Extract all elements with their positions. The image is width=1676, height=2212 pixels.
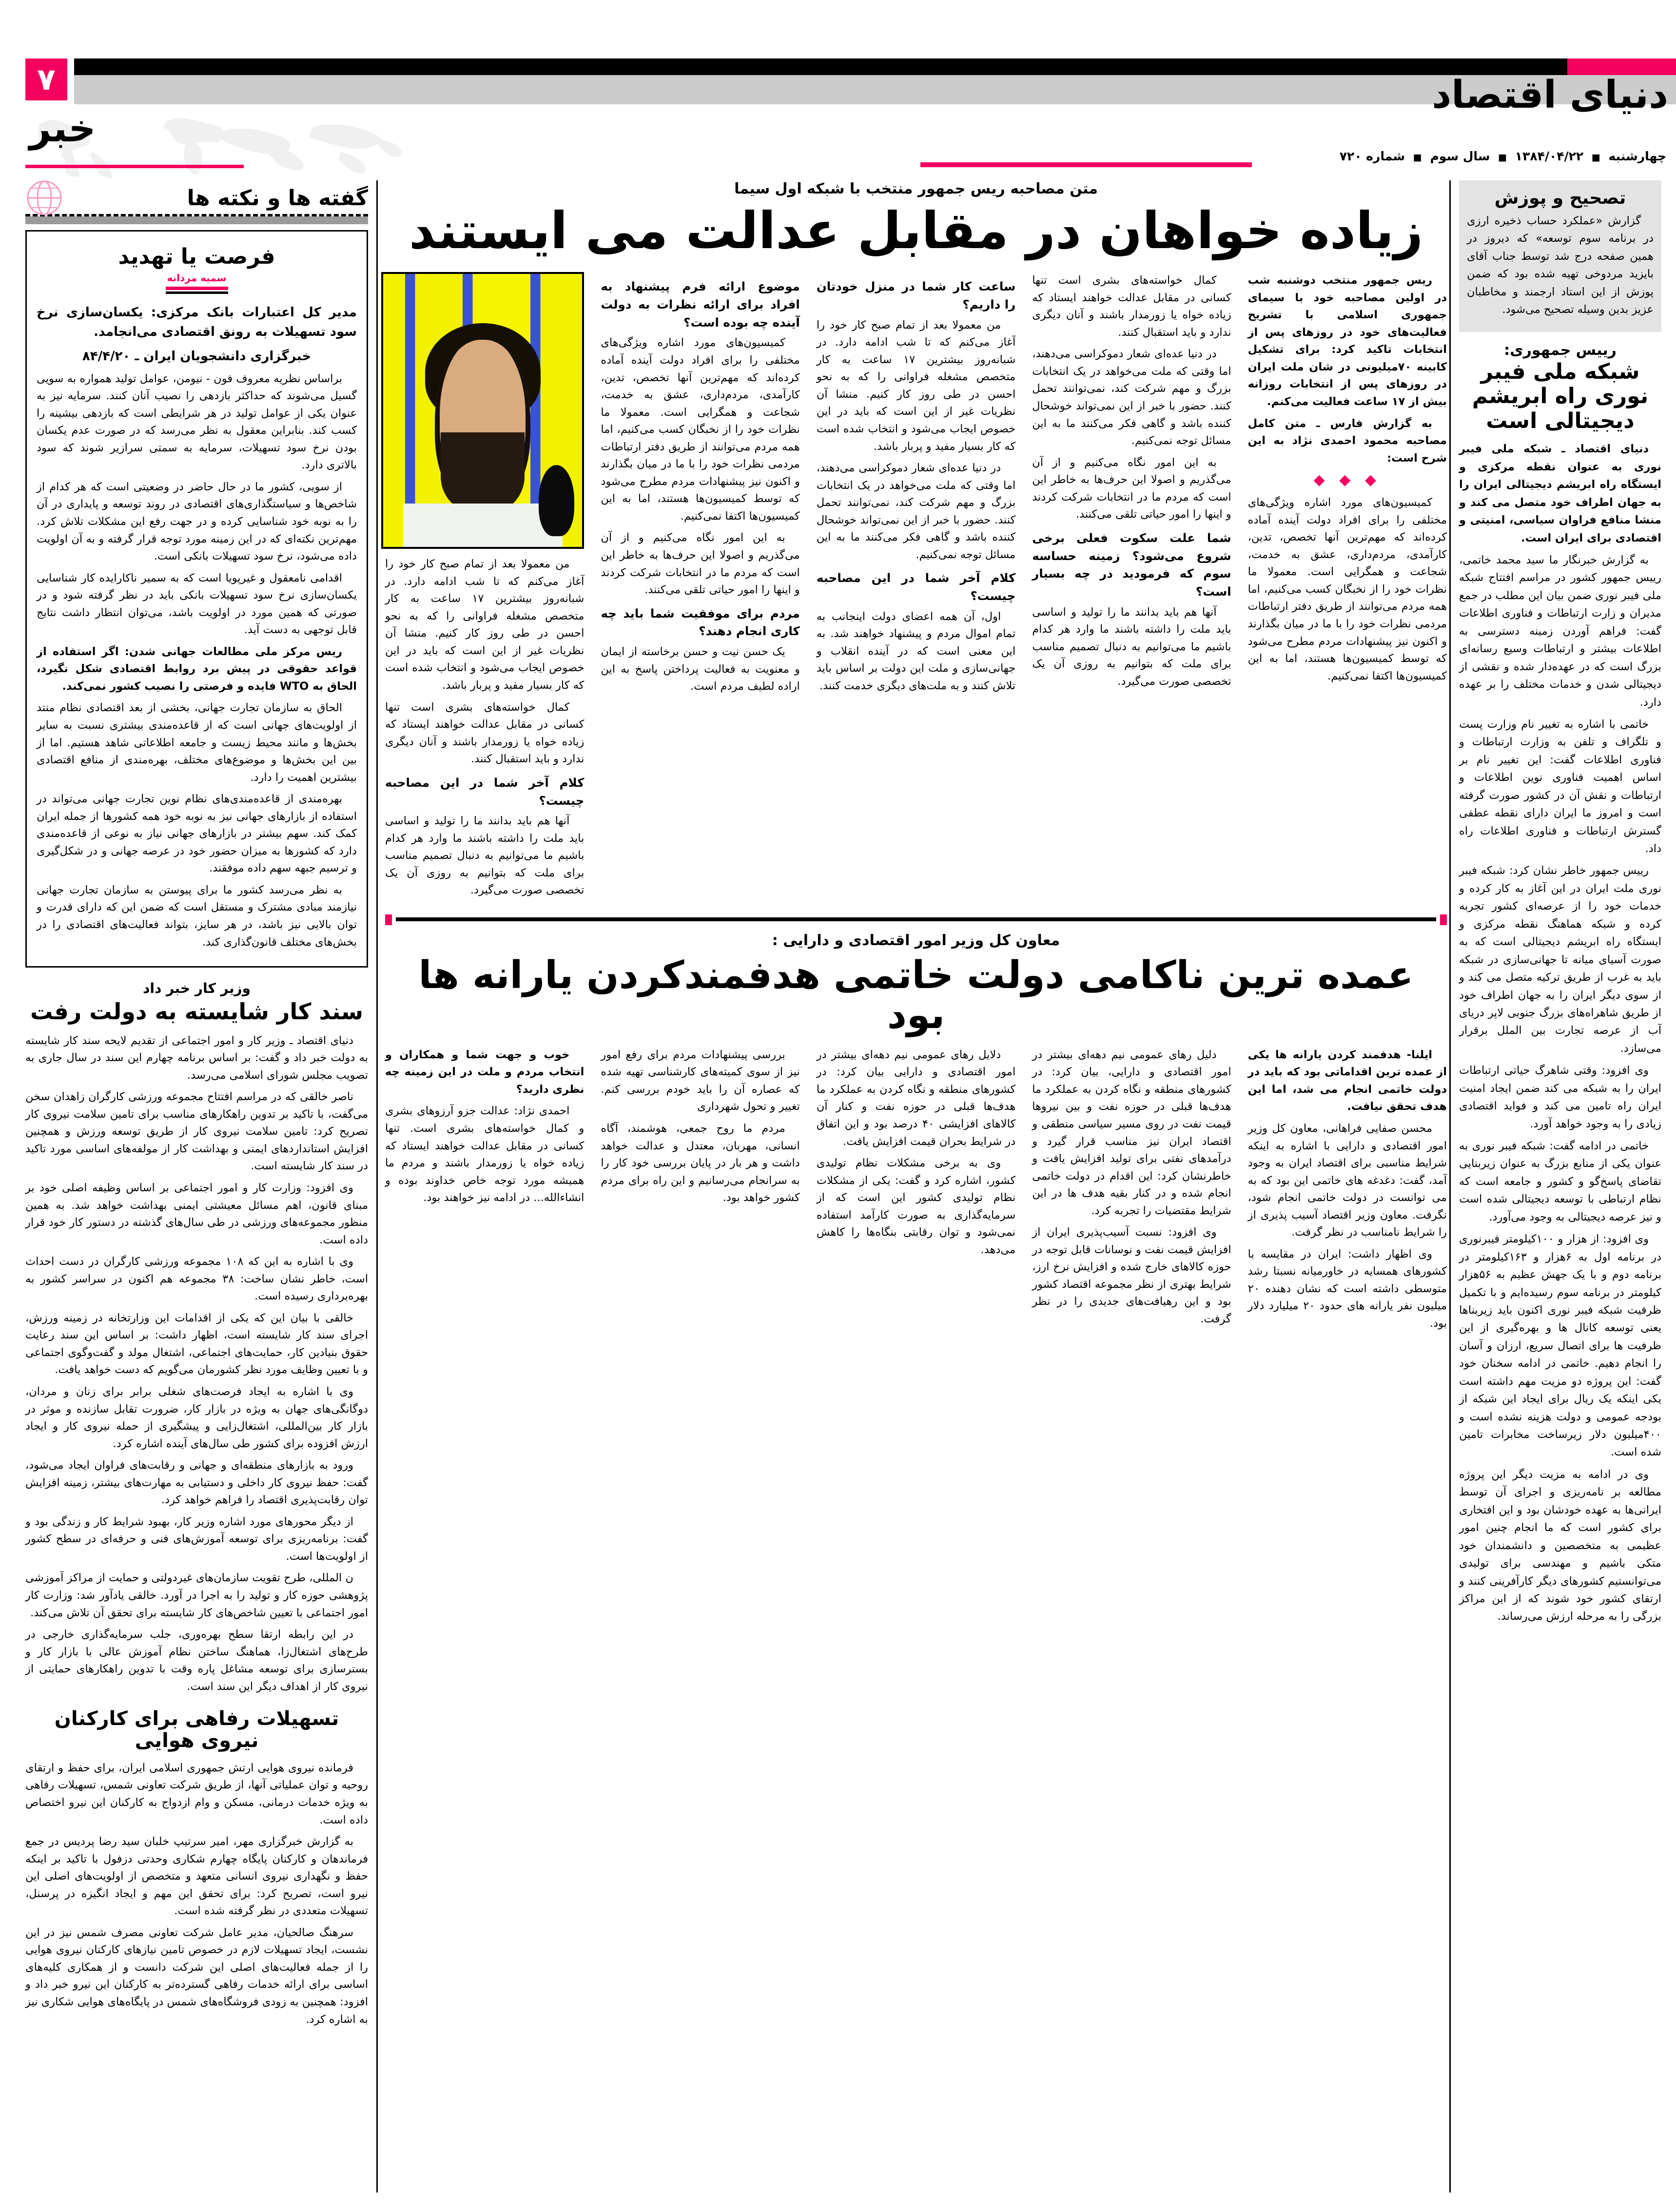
bottom-para: محسن صفایی فراهانی، معاون کل وزیر امور اقتصادی و دارایی با اشاره به اینکه شرایط مناسبی برای اقتصاد ایران به وجود آمد، گفت: دغدغه های خاتمی این بود که به می توانست در دولت خاتمی انجام شود، نگرفت. معاون وزیر اقتصاد آسیب پذیری از را شرایط نامناسب در نظر گرفت. [1247,1122,1447,1239]
minister-para: وی افزود: وزارت کار و امور اجتماعی بر اساس وظیفه اصلی خود بر مبنای قانون، اهم مسائل معیشتی ایمنی بهداشت خواهد شد. به همین منظور مجموعه‌های ورزشی در طی سال‌های گذشته در دستور کار خود قرار داده است. [25,1181,368,1246]
dateline-rule [920,162,1252,167]
main-answer: آنها هم باید بدانند ما را تولید و اساسی باید ملت را داشته باشند ما وارد هر کدام باشیم ما می‌توانیم به دنبال تصمیم مناسب برای ملت که بتوانیم به روزی آن یک تخصصی صورت می‌گیرد. [1032,605,1231,688]
main-question: موضوع ارائه فرم پیشنهاد به افراد برای ارائه نظرات به دولت آینده چه بوده است؟ [601,279,800,330]
column-divider-right [1449,180,1451,2193]
fiber-para: وی افزود: از هزار و ۱۰۰کیلومتر فیبرنوری در برنامه اول به ۶هزار و ۱۶۳کیلومتر در برنامه دوم و با یک جهش عظیم به ۵۶هزار کیلومتر در برنامه سوم رسیده‌ایم و با تکمیل ظرفیت شبکه فیبر نوری اکنون باید زیربناها یعنی توسعه کانال ها و بهره‌گیری از این ظرفیت ها برای اتصال سریع، ارزان و آسان را انجام دهیم. خاتمی در ادامه سخنان خود گفت: این پروژه دو مزیت مهم داشته است یکی اینکه یک ریال برای ایجاد این شبکه از بودجه عمومی و دولت هزینه نشده است و ۴۰۰میلیون دلار زیرساخت مخابرات تامین شده است. [1459,1233,1661,1459]
fiber-body [1459,440,1661,1625]
bottom-kicker: معاون کل وزیر امور اقتصادی و دارایی : [772,931,1060,949]
main-para: کمال خواسته‌های بشری است تنها کسانی در مقابل عدالت خواهند ایستاد که زیاده خواه یا زورمدار باشند و آنان دیگری ندارد و باید استقبال کنند. [385,700,585,766]
airforce-headline: تسهیلات رفاهی برای کارکنان نیروی هوایی [54,1708,339,1752]
main-para: در دنیا عده‌ای شعار دموکراسی می‌دهند، اما وقتی که ملت می‌خواهد در یک انتخابات بزرگ و مهم شرکت کند، نمی‌توانند تحمل کنند. حضور با خبر از این نمی‌تواند خوشحال کننده باشد و گاهی فکر می‌کنند ما به این مسائل توجه نمی‌کنیم. [1032,348,1231,447]
main-answer: کمیسیون‌های مورد اشاره ویژگی‌های مختلفی را برای افراد دولت آینده آماده کرده‌اند که مهم‌ترین آنها تخصص، تدین، کارآمدی، مردم‌داری، عشق به خدمت، شجاعت و همگرایی است. معمولا ما نظرات خود را از نخبگان کسب می‌کنیم، اما همه مردم می‌توانند از طریق دفتر ارتباطات مردمی نظرات خود را با ما در میان بگذارند و اکنون نیز پیشنهادات مردم مطرح می‌شود که توسط کمیسیون‌ها هستند، اما به این کمیسیون‌ها اکتفا نمی‌کنیم. [601,336,800,523]
column-divider-left [376,180,378,2193]
bottom-para: دلایل رهای عمومی نیم دهه‌ای بیشتر در امور اقتصادی و دارایی بیان کرد: در کشورهای منطقه و نگاه کردن به عملکرد ما هدف‌ها قبلی در حوزه نفت و کنار آن کالا‌های افزایشی ۴۰ درصد بود و این اتفاق در شرایط بحران قیمت افزایش یافت. [816,1048,1016,1148]
main-article [385,180,1447,2193]
main-question: کلام آخر شما در این مصاحبه چیست؟ [385,775,585,808]
dateline [1340,149,1666,163]
dateline-sep-2: ■ [1498,152,1507,163]
main-headline: زیاده خواهان در مقابل عدالت می ایستند [409,201,1423,260]
bottom-para: بررسی پیشنهادات مردم برای رفع امور نیز از سوی کمیته‌های کارشناسی تهیه شده که عصاره آن را باید خودم بررسی کنم. تغییر و تحول شهرداری [601,1048,800,1113]
bottom-col-4 [601,1047,799,1337]
minister-para: ورود به بازارهای منطقه‌ای و جهانی و رقابت‌های فراوان ایجاد می‌شود، گفت: حفظ نیروی کار داخلی و دستیابی به مهارت‌های بیشتر، زمینه افزایش توان رقابت‌پذیری اقتصاد را فراهم خواهد کرد. [25,1459,368,1507]
dateline-sep-3: ■ [1413,152,1422,163]
bottom-col-3 [817,1047,1015,1337]
opinion-para: الحاق به سازمان تجارت جهانی، بخشی از بعد اقتصادی نظام منتد از اولویت‌های جهانی است که از قاعده‌مندی بیشتری نسبت به سایر بخش‌ها و مانند محیط زیست و جامعه اطلاعاتی شاهد هستیم. اما از بین این بخش‌ها و موضوع‌های مختلف، بهره‌مندی از منافع اقتصادی بیشترین اهمیت را دارد. [37,701,357,784]
fiber-para: خاتمی با اشاره به تغییر نام وزارت پست و تلگراف و تلفن به وزارت ارتباطات و فناوری اطلاعات گفت: این تغییر نام بر اساس اهمیت فناوری نوین اطلاعات و ارتباطات و نقش آن در کشور صورت گرفته است و امروز ما ایران دارای نقطه عطفی گسترش ارتباطات و فناوری اطلاعات راه داد. [1459,718,1661,855]
main-para: در دنیا عده‌ای شعار دموکراسی می‌دهند، اما وقتی که ملت می‌خواهد در یک انتخابات بزرگ و مهم شرکت کند، نمی‌توانند تحمل کنند. حضور با خبر از این نمی‌تواند خوشحال کننده باشد و گاهی فکر می‌کنند ما به این مسائل توجه نمی‌کنیم. [816,462,1016,561]
fiber-kicker: رییس جمهوری: [1504,341,1617,359]
bottom-col-5 [385,1047,584,1337]
bottom-section-rule [385,914,1447,923]
dateline-issue: شماره ۷۲۰ [1339,149,1405,163]
left-column [25,188,368,2193]
left-section-heading [25,188,368,209]
main-para: به این امور نگاه می‌کنیم و از آن می‌گذریم و اصولا این حرف‌ها به خاطر این است که مردم ما در انتخابات شرکت کردند و اینها را امور حیاتی تلقی می‌کنند. [1032,456,1231,521]
fiber-headline: شبکه ملی فیبر نوری راه ابریشم دیجیتالی است [1472,359,1649,433]
correction-title: تصحیح و پوزش [1494,188,1626,208]
globe-icon [25,179,63,217]
main-answer: من معمولا بعد از تمام صبح کار خود را آغاز می‌کنم که تا شب ادامه دارد. در شبانه‌روز بیشترین ۱۷ ساعت به کار متخصص مشغله فراوانی را که به نحو احسن در طی روز کار کنیم. منشا آن نظریات غیر از این است که باید در این خصوص ایجاب می‌شود و انتخاب شده است که کار بسیار مفید و پربار باشد. [816,318,1016,453]
main-lead: ریس جمهور منتخب دوشنبه شب در اولین مصاحبه خود با سیمای جمهوری اسلامی با تشریح فعالیت‌های خود در روزهای پس از انتخابات تاکید کرد: برای تشکیل کابینه ۷۰میلیونی در شان ملت ایران در روزهای پس از انتخابات روزانه بیش از ۱۷ ساعت فعالیت می‌کنم. [1247,274,1447,408]
main-para: کمیسیون‌های مورد اشاره ویژگی‌های مختلفی را برای افراد دولت آینده آماده کرده‌اند که مهم‌ترین آنها تخصص، تدین، کارآمدی، مردم‌داری، عشق به خدمت، شجاعت و همگرایی است. معمولا ما نظرات خود را از نخبگان کسب می‌کنیم، اما همه مردم می‌توانند از طریق دفتر ارتباطات مردمی نظرات خود را با ما در میان بگذارند و اکنون نیز پیشنهادات مردم مطرح می‌شود که توسط کمیسیون‌ها هستند، اما به این کمیسیون‌ها اکتفا نمی‌کنیم. [1247,496,1447,682]
opinion-body [37,370,357,951]
byline-rules [166,287,228,294]
dateline-year: سال سوم [1430,149,1490,163]
photo-microphone [539,465,575,536]
minister-body [25,1032,368,1696]
main-para: من معمولا بعد از تمام صبح کار خود را آغاز می‌کنم که تا شب ادامه دارد. در شبانه‌روز بیشترین ۱۷ ساعت به کار متخصص مشغله فراوانی را که به نحو احسن در طی روز کار کنیم. منشا آن نظریات غیر از این است که باید در این خصوص ایجاب می‌شود و انتخاب شده است که کار بسیار مفید و پربار باشد. [385,558,585,692]
opinion-para: بهره‌مندی از قاعده‌مندی‌های نظام نوین تجارت جهانی می‌تواند در استفاده از بازارهای جهانی نیز به نوبه خود همه کشورها از جمله ایران کمک کند. سهم بیشتر در بازارهای جهانی نیاز به نوعی از قاعده‌مندی دارد که کشورها به میزان حضور خود در عرصه جهانی و در شکل‌گیری و ترسیم جبهه سهم داده موفقند. [37,793,357,875]
fiber-para: به گزارش خبرنگار ما سید محمد خاتمی، رییس جمهور کشور در مراسم افتتاح شبکه ملی فیبر نوری ضمن بیان این مطلب در جمع مدیران و زارت ارتباطات و فناوری اطلاعات گفت: فراهم آوردن زمینه دسترسی به اطلاعات بیشتر و ارتباطات وسیع رسانه‌ای بزرگ است که در عهده‌دار شده و نقشی از دیجیتالی شدن و خدمات مختلف را بر عهده دارد. [1459,554,1661,709]
fiber-para: رییس جمهور خاطر نشان کرد: شبکه فیبر نوری ملت ایران در این آغاز به کار کرده و خدمات خود را از عرصه‌ای کشور تجربه کرده و شبکه هماهنگ نقطه مرکزی و ایستگاه راه ابریشم دیجیتالی است که به صورت آسیای میانه تا جهانی‌سازی در شبکه باید به غرب از طریق ترکیه متصل می کند و از سوی دیگر ایران را به جهان اطراف خود از طریق شاهراه‌های بزرگ جنوبی لاپر دریای آب از عرصه تجارت بین الملل برقرار می‌سازد. [1459,864,1661,1055]
opinion-source: خبرگزاری دانشجویان ایران ـ ۸۴/۴/۲۰ [82,349,312,364]
bottom-para: مردم ما روح جمعی، هوشمند، آگاه انسانی، مهربان، معتدل و عدالت خواهد داشت و هر بار در پایان بررسی خود کار را به سرانجام می‌رسانیم و این راه برای مردم کشور خواهد بود. [601,1122,800,1204]
masthead [0,58,1676,163]
fiber-para: وی افزود: وقتی شاهرگ حیاتی ارتباطات ایران را به شبکه می کند ضمن ایجاد امنیت ایران راه تامین می کند و فواید اقتصادی زیادی را به وجود خواهد آورد. [1459,1064,1661,1130]
dateline-sep-1: ■ [1591,152,1600,163]
airforce-body [25,1760,368,2028]
dateline-date: ۱۳۸۴/۰۴/۲۲ [1515,149,1584,163]
minister-kicker: وزیر کار خبر داد [143,980,251,997]
bottom-para: وی اظهار داشت: ایران در مقایسه با کشورهای همسایه در خاورمیانه نسبتا رشد متوسطی داشته است که نشان دهنده ۲۰ میلیون نفر یارانه های حدود ۲۰ میلیارد دلار بود. [1247,1247,1447,1330]
opinion-para: براساس نظریه معروف فون - نیومن، عوامل تولید همواره به سویی گسیل می‌شوند که حداکثر بازدهی را نصیب آنان کنند. سرمایه نیز به عنوان یکی از عوامل تولید در هر شرایطی است که بازدهی بیشینه را کسب کند. بنابراین معقول به نظر می‌رسد که در صورت عدم یکسان بودن نرخ سود تسهیلات، سرمایه به سمتی سرازیر شوند که سود بالاتری دارد. [37,372,357,472]
opinion-byline: سمیه مردانه [167,272,227,284]
main-para: به این امور نگاه می‌کنیم و از آن می‌گذریم و اصولا این حرف‌ها به خاطر این است که مردم ما در انتخابات شرکت کردند و اینها را امور حیاتی تلقی می‌کنند. [601,531,800,597]
airforce-para: به گزارش خبرگزاری مهر، امیر سرتیپ خلبان سید رضا پردیس در جمع فرماندهان و کارکنان پایگاه چهارم شکاری وحدتی دزفول با تاکید بر اینکه حفظ و نگهداری نیروی انسانی متعهد و متخصص از اولویت‌های اصلی این نیرو است، تصریح کرد: برای تحقق این مهم و ایجاد انگیزه در پرسنل، تسهیلات متعددی در نظر گرفته شده است. [25,1835,368,1918]
rule-cap-right [1440,914,1447,925]
minister-para: از دیگر محورهای مورد اشاره وزیر کار، بهبود شرایط کار و زندگی بود و گفت: برنامه‌ریزی برای توسعه آموزش‌های فنی و حرفه‌ای در سطح کشور از اولویت‌ها است. [25,1515,368,1563]
opinion-quote: مدیر کل اعتبارات بانک مرکزی: یکسان‌سازی نرخ سود تسهیلات به رونق اقتصادی می‌انجامد. [37,305,357,340]
fiber-para: دنیای اقتصاد ـ شبکه ملی فیبر نوری به عنوان نقطه مرکزی و ایستگاه راه ابریشم دیجیتالی ایران را به جهان اطراف خود متصل می کند و منشا منافع فراوان سیاسی، امنیتی و اقتصادی برای ایران است. [1459,443,1661,544]
page-number-badge: ۷ [25,58,67,100]
main-col-4 [601,272,799,904]
airforce-para: سرهنگ صالحیان، مدیر عامل شرکت تعاونی مصرف شمس نیز در این نشست، ایجاد تسهیلات لازم در خصوص تامین نیازهای کارکنان نیروی هوایی را از جمله فعالیت‌های اصلی این شرکت دانست و از همکاری کلیه‌های اساسی برای ارائه خدمات رفاهی گسترده‌تر به کارکنان این نیرو خبر داد و افزود: همچنین به زودی فروشگاه‌های شمس در پایگاه‌های هوایی شکاری نیز به اشاره کرد. [25,1926,368,2026]
opinion-quote-2: ریس مرکز ملی مطالعات جهانی شدن: اگر استفاده از قواعد حقوقی در پیش برد روابط اقتصادی شکل نگیرد، الحاق به WTO فایده و فرصتی را نصیب کشور نمی‌کند. [37,645,357,693]
main-col-5 [385,272,584,904]
main-question: ساعت کار شما در منزل خودتان را داریم؟ [816,279,1016,311]
newspaper-logo: دنیای اقتصاد [1432,73,1668,117]
main-answer: اول، آن همه اعضای دولت اینجانب به تمام اموال مردم و پیشنهاد خواهند شد. به این معنی است که در آینده انقلاب و جهانی‌سازی و ملت این دولت بر اساس باید تلاش کنند و به ملت‌های دیگری خدمت کنند. [816,610,1016,693]
minister-para: وی با اشاره به ایجاد فرصت‌های شغلی برابر برای زنان و مردان، دوگانگی‌های جهان به ویژه در بازار کار، ضرورت تقابل سازنده و موثر در بازار کار بین‌المللی، اشتغال‌زایی و پیشگیری از حمله نیروی کار و ایجاد ارزش افزوده برای کشور طی سال‌های آینده اشاره کرد. [25,1385,368,1450]
bottom-headline: عمده ترین ناکامی دولت خاتمی هدفمندکردن یارانه ها بود [418,953,1414,1037]
main-col-3 [817,272,1015,904]
minister-para: وی با اشاره به این که ۱۰۸ مجموعه ورزشی کارگران در دست احداث است، خاطر نشان ساخت: ۳۸ مجموعه هم اکنون در سراسر کشور به بهره‌برداری رسیده است. [25,1255,368,1303]
main-answer: یک حسن نیت و حسن برخاسته از ایمان و معنویت به فعالیت پرداختن پاسخ به این اراده لطیف مردم است. [601,645,800,693]
masthead-pink-bar [1567,58,1676,75]
correction-body: گزارش «عملکرد حساب ذخیره ارزی در برنامه سوم توسعه» که دیروز در همین صفحه درج شد توسط جناب آقای بایزید مردوخی تهیه شده بود که ضمن پوزش از این استاد ارجمند و مخاطبان عزیز بدین وسیله تصحیح می‌شود. [1467,214,1654,316]
main-question: شما علت سکوت فعلی برخی شروع می‌شود؟ زمینه حساسه سوم که فرمودید در چه بسیار است؟ [1032,530,1231,599]
bottom-col-2 [1032,1047,1231,1337]
minister-para: در این رابطه ارتقا سطح بهره‌وری، جلب سرمایه‌گذاری خارجی در طرح‌های اشتغال‌زا، هماهنگ ساختن نظام آموزش عالی با بازار کار و بستر‌سازی برای توسعه مشاغل پاره وقت با تدوین راهکارهای حمایتی از نیروی کار از اهداف دیگر این سند است. [25,1628,368,1693]
minister-para: ناصر خالقی که در مراسم افتتاح مجموعه ورزشی کارگران زاهدان سخن می‌گفت، با تاکید بر تدوین راهکارهای مناسب برای تامین سلامت نیروی کار تصریح کرد: تامین سلامت نیروی کار از طریق توسعه ورزش و همچنین افزایش استانداردهای ایمنی و بهداشت کار از مولفه‌های اساسی مورد تاکید در سند کار شایسته است. [25,1090,368,1173]
bottom-para: وی به برخی مشکلات نظام تولیدی کشور، اشاره کرد و گفت: یکی از مشکلات نظام تولیدی کشور این است که از سرمایه‌گذاری به صورت کارآمد استفاده نمی‌شود و توان رقابتی بنگاه‌ها را کاهش می‌دهد. [816,1157,1016,1256]
minister-para: ن المللی، طرح تقویت سازمان‌های غیردولتی و حمایت از مراکز آموزشی پژوهشی حوزه کار و تولید را به اجرا در آورد. خالقی یادآور شد: وزارت کار امور اجتماعی با تعیین شاخص‌های کار شایسته برای تحقق آن تلاش می‌کند. [25,1572,368,1619]
rule-bar [396,917,1436,921]
president-photo [381,272,584,549]
main-article-columns [385,272,1447,904]
fiber-para: خاتمی در ادامه گفت: شبکه فیبر نوری به عنوان یکی از منابع بزرگ به عنوان زیربنایی تقاضای پاسخ‌گو و کشور و جامعه است که نظام ارتباطی با توسعه دیجیتالی شده است و نیز عرصه دیجیتالی به وجود می‌آورد. [1459,1140,1661,1223]
opinion-para: اقدامی نامعقول و غیرپویا است که به سمیر ناکارایده کار شناسایی یکسان‌سازی نرخ سود تسهیلات بانکی باید در نظر گرفته شود و در صورتی که همین مورد در اولویت باشد، می‌توان انتظار داشت نتایج قابل توجهی به دست آید. [37,571,357,637]
bottom-article-columns [385,1047,1447,1337]
diamond-separator: ◆ ◆ ◆ [1313,471,1381,489]
main-col-1 [1248,272,1447,904]
fiber-para: وی در ادامه به مزیت دیگر این پروژه مطالعه بر نامه‌ریزی و اجرای آن توسط ایرانی‌ها به عهده خودشان بود و این افتخاری برای کشور است که ما انجام چنین امور عظیمی به متخصصین و دانشمندان خود متکی باشیم و مهندسی برای تولیدی می‌توانستیم کشورهای دیگر کارآفرینی کنند و ارتقای کشور خود شوند که از این مراکز بزرگی را به مرحله ارزش می‌رساند. [1459,1468,1661,1623]
minister-headline: سند کار شایسته به دولت رفت [30,998,364,1025]
right-column [1459,180,1661,2193]
main-question: مردم برای موفقیت شما باید چه کاری انجام دهند؟ [601,606,800,639]
main-lead-2: به گزارش فارس ـ متن کامل مصاحبه محمود احمدی نژاد به این شرح است: [1247,417,1447,465]
correction-box [1459,180,1661,332]
bottom-para: خوب و جهت شما و همکاران و انتخاب مردم و ملت در این زمینه چه نظری دارید؟ [385,1048,585,1096]
dateline-weekday: چهارشنبه [1608,149,1666,163]
left-section-heading-label: گفته ها و نکته ها [187,186,368,211]
opinion-para: به نظر می‌رسد کشور ما برای پیوستن به سازمان تجارت جهانی نیازمند مبادی مشترک و مستقل است که ضمن این که دارای قدرت و توان بالایی نیز باشد، در هر سایز، بتواند فعالیت‌های اقتصادی را در بخش‌های مختلف قانون‌گذاری کند. [37,883,357,949]
bottom-para: دلیل رهای عمومی نیم دهه‌ای بیشتر در امور اقتصادی و دارایی، بیان کرد: در کشورهای منطقه و نگاه کردن به عملکرد ما هدف‌ها قبلی در حوزه نفت و بین نیروها قیمت نفت در روی مسیر سیاسی منطقی و اقتصاد ایران نیز مناسب قرار گیرد و درآمدهای نفتی برای تولید افزایش یافت و خاطرنشان کرد: این اقدام در دولت خاتمی انجام شده و در کنار بقیه هدف ها در این شرایط مقتضیات را تجربه کرد. [1032,1048,1231,1217]
masthead-black-bar [74,58,1567,75]
main-col-2 [1032,272,1231,904]
section-rule [25,165,244,168]
main-question: کلام آخر شما در این مصاحبه چیست؟ [816,571,1016,603]
main-para: کمال خواسته‌های بشری است تنها کسانی در مقابل عدالت خواهند ایستاد که زیاده خواه یا زورمدار باشند و آنان دیگری ندارد و باید استقبال کنند. [1032,274,1231,339]
opinion-para: از سویی، کشور ما در حال حاضر در وضعیتی است که هر کدام از شاخص‌ها و سیاستگذاری‌های اقتصادی در روند توسعه و پایداری در آن را به نوبه خود شناسایی کرده و در جهت رفع این مشکلات تلاش کرد. مهم‌ترین نکته‌ای که در این زمینه مورد توجه قرار گرفته و به آن اولویت داده می‌شود، نرخ سود تسهیلات بانکی است. [37,480,357,563]
minister-para: خالقی با بیان این که یکی از اقدامات این وزارتخانه در زمینه ورزش، اجرای سند کار شایسته است، اظهار داشت: بر اساس این سند رعایت حقوق بنیادین کار، حمایت‌های اجتماعی، اشتغال مولد و گفت‌وگوی اجتماعی و با تعیین وظایف مورد نظر کشورمان می‌گویم که دست خواهد یافت. [25,1311,368,1377]
photo-beard [441,432,525,514]
opinion-box [25,230,368,968]
bottom-para: ایلنا- هدفمند کردن یارانه ها یکی از عمده ترین اقداماتی بود که باید در دولت خاتمی انجام می شد، اما این هدف تحقق نیافت. [1247,1048,1447,1113]
section-title: خبر [29,107,96,151]
main-answer: آنها هم باید بدانند ما را تولید و اساسی باید ملت را داشته باشند ما وارد هر کدام باشیم ما می‌توانیم به دنبال تصمیم مناسب برای ملت که بتوانیم به روزی آن یک تخصصی صورت می‌گیرد. [385,815,585,897]
bottom-col-1 [1248,1047,1447,1337]
rule-cap-left [385,914,392,925]
bottom-para: احمدی نژاد: عدالت جزو آرزوهای بشری و کمال خواسته‌های بشری است. تنها کسانی در مقابل عدالت خواهند ایستاد که زیاده خواه یا زورمدار باشند و مردم ما همیشه مورد توجه خاص خداوند بوده و انشاءالله... در ادامه نیز خواهند بود. [385,1105,585,1204]
bottom-para: وی افزود: نسبت آسیب‌پذیری ایران از افزایش قیمت نفت و نوسانات قابل توجه در حوزه کالاهای خارج شده و افزایش نرخ ارز، شرایط بهتری از نظر مجموعه اقتصاد کشور بود و این رهیافت‌های جدیدی را در نظر گرفت. [1032,1226,1231,1325]
minister-para: دنیای اقتصاد ـ وزیر کار و امور اجتماعی از تقدیم لایحه سند کار شایسته به دولت خبر داد و گفت: بر اساس برنامه چهارم این سند در سال جاری به تصویب مجلس شورای اسلامی می‌رسد. [25,1034,368,1082]
airforce-para: فرمانده نیروی هوایی ارتش جمهوری اسلامی ایران، برای حفظ و ارتقای روحیه و توان عملیاتی آنها، از طریق شرکت تعاونی شمس، تسهیلات رفاهی به ویژه خدمات درمانی، مسکن و وام ازدواج به کارکنان این نیرو اختصاص داده است. [25,1761,368,1826]
left-gray-strip [25,216,368,224]
opinion-title: فرصت یا تهدید [118,244,275,269]
main-kicker: متن مصاحبه ریس جمهور منتخب با شبکه اول سیما [734,180,1098,197]
